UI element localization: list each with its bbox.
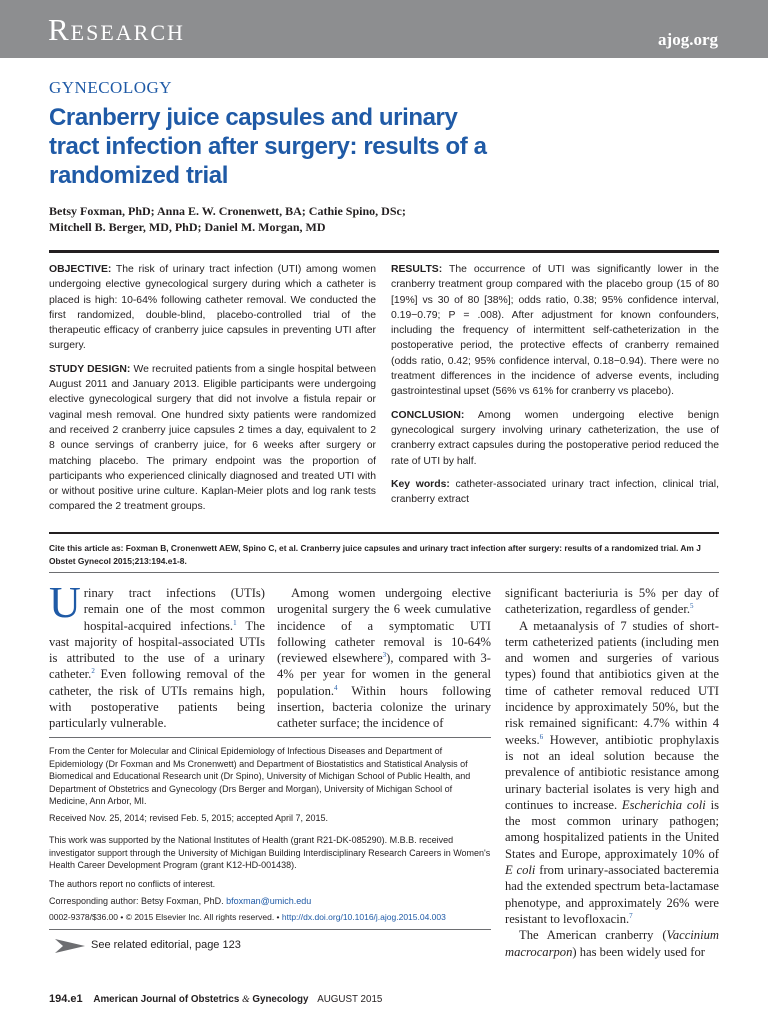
body-column-3	[505, 585, 719, 960]
body-paragraph	[505, 927, 719, 960]
keywords-text: catheter-associated urinary tract infection, clinical trial, cranberry extract	[391, 478, 720, 506]
abstract-objective	[49, 262, 376, 354]
arrow-right-icon	[55, 939, 85, 953]
species-name: E coli	[505, 863, 536, 878]
reference-link[interactable]: 2	[91, 667, 95, 676]
article-title: Cranberry juice capsules and urinary tract infection after surgery: results of a randomized trial	[49, 104, 487, 189]
body-text: Among women undergoing elective urogenital surgery the 6 week cumulative incidence of a symptomatic UTI following catheter removal is 10-64% (reviewed elsewhere	[277, 586, 491, 666]
corresponding-label: Corresponding author: Betsy Foxman, PhD.	[49, 896, 227, 906]
abstract-top-rule	[49, 250, 719, 253]
conclusion-text: Among women undergoing elective benign gynecological surgery involving urinary catheterization, the use of cranberry extract capsules during the postoperative period reduced the rate of UTI by half.	[391, 409, 719, 467]
reference-link[interactable]: 1	[233, 618, 237, 627]
received-note: Received Nov. 25, 2014; revised Feb. 5, 2015; accepted April 7, 2015.	[49, 813, 329, 823]
body-column-2	[277, 585, 491, 732]
body-text: Even following removal of the catheter, the risk of UTIs remains high, with postoperative patients being particularly vulnerable.	[49, 667, 265, 731]
body-text: from urinary-associated bacteremia had the extended spectrum beta-lactamase phenotype, and approximately 26% were resistant to levofloxacin.	[505, 863, 719, 926]
footnote-rule	[49, 737, 491, 738]
study-design-label: STUDY DESIGN:	[49, 363, 131, 375]
reference-link[interactable]: 6	[539, 732, 544, 741]
site-link[interactable]: ajog.org	[658, 30, 718, 49]
journal-name-part: Gynecology	[249, 994, 309, 1005]
results-label: RESULTS:	[391, 264, 443, 275]
header-band	[0, 0, 768, 58]
affiliation-note: From the Center for Molecular and Clinical Epidemiology of Infectious Diseases and Department of Epidemiology (Dr Foxman and Ms Cronenwett) and Department of Biostatistics and Statistical Analysis of Biomedical and Educational Research unit (Dr Spino), University of Michigan School of Public Health, and Department of Obstetrics and Gynecology (Drs Berger and Morgan), University of Michigan School of Medicine, Ann Arbor, MI.	[49, 746, 471, 806]
corresponding-note	[49, 895, 491, 908]
results-text: The occurrence of UTI was significantly lower in the cranberry treatment group compared with the placebo group (15 of 80 [19%] vs 30 of 80 [38%]; odds ratio, 0.38; 95% confidence interval, 0.19−0.79; P = .008). After adjustment for known confounders, including the frequency of intermittent self-catheterization in the postoperative period, the protective effects of cranberry remained (odds ratio, 0.42; 95% confidence interval, 0.18−0.94). There were no treatment differences in the incidence of adverse events, including gastrointestinal upset (56% vs 61% for cranberry vs placebo).	[391, 264, 720, 398]
species-name: Escherichia coli	[621, 797, 706, 812]
body-text: is the most common urinary pathogen; among hospitalized patients in the United States and Europe, approximately 10% of	[505, 797, 719, 861]
copyright-text: 0002-9378/$36.00 • © 2015 Elsevier Inc. All rights reserved. •	[49, 912, 282, 922]
body-text: rinary tract infections (UTIs) remain one of the most common hospital-acquired infections.	[83, 586, 265, 633]
abstract-results	[391, 262, 719, 400]
abstract-keywords	[391, 477, 719, 508]
abstract-study-design	[49, 362, 376, 515]
editorial-rule	[49, 929, 491, 930]
journal-ampersand: &	[242, 994, 250, 1005]
reference-link[interactable]: 7	[629, 911, 633, 920]
section-label: GYNECOLOGY	[49, 78, 173, 97]
body-text: The American cranberry (	[519, 928, 667, 943]
body-paragraph	[505, 618, 719, 928]
copyright-note	[49, 911, 491, 924]
species-name: Vaccinium macrocarpon	[505, 928, 719, 959]
body-text: A metaanalysis of 7 studies of short-term catheterized patients (including men and women and surgeries of various types) found that antibiotics given at the time of catheter removal reduced UTI incidence by approximately 50%, but the risk remained significant: 4.7% within 4 weeks.	[505, 618, 719, 747]
keywords-label: Key words:	[391, 478, 450, 490]
body-paragraph	[505, 585, 719, 618]
section-band-title: Research	[48, 12, 185, 47]
abstract-conclusion	[391, 408, 719, 469]
conflicts-note: The authors report no conflicts of interest.	[49, 879, 216, 889]
support-note: This work was supported by the National Institutes of Health (grant R21-DK-085290). M.B.B. received investigator support through the University of Michigan Building Interdisciplinary Research Careers in Women's Health Career Development Program (grant K12-HD-001438).	[49, 835, 491, 870]
body-text: significant bacteriuria is 5% per day of catheterization, regardless of gender.	[505, 586, 719, 617]
citation-rule	[49, 572, 719, 573]
journal-name-part: American Journal of Obstetrics	[93, 994, 243, 1005]
reference-link[interactable]: 4	[334, 683, 338, 692]
body-paragraph	[277, 585, 491, 732]
body-column-1	[49, 578, 265, 732]
author-list	[49, 203, 469, 235]
journal-name	[93, 994, 308, 1005]
reference-link[interactable]: 5	[689, 602, 694, 611]
abstract-right-column	[391, 262, 719, 515]
objective-label: OBJECTIVE:	[49, 264, 112, 275]
corresponding-email-link[interactable]: bfoxman@umich.edu	[226, 896, 312, 906]
authors-line-2: Mitchell B. Berger, MD, PhD; Daniel M. Morgan, MD	[49, 220, 326, 234]
related-editorial[interactable]	[49, 937, 349, 955]
objective-text: The risk of urinary tract infection (UTI) among women undergoing elective gynecological surgery during which a catheter is placed is high: 10-64% following catheter removal. We conducted the first randomized, double-blind, placebo-controlled trial of the therapeutic efficacy of cranberry juice capsules in preventing UTI after surgery.	[49, 264, 377, 352]
body-text: However, antibiotic prophylaxis is not an ideal solution because the prevalence of antibiotic resistance among urinary bacterial isolates is very high and continues to increase.	[505, 732, 719, 812]
body-text: ) has been widely used for	[572, 944, 705, 959]
doi-link[interactable]: http://dx.doi.org/10.1016/j.ajog.2015.04.003	[281, 912, 446, 922]
page-footer	[49, 993, 382, 1006]
abstract-left-column	[49, 262, 376, 523]
body-text: ), compared with 3-4% per year for women in the general population.	[277, 651, 491, 698]
related-editorial-label: See related editorial, page 123	[91, 939, 241, 951]
drop-cap: U	[49, 578, 81, 627]
intro-paragraph	[49, 578, 265, 732]
body-text: Within hours following insertion, bacteria colonize the urinary catheter surface; the incidence of	[277, 683, 491, 731]
abstract-bottom-rule	[49, 532, 719, 534]
conclusion-label: CONCLUSION:	[391, 409, 465, 421]
reference-link[interactable]: 3	[382, 651, 387, 659]
authors-line-1: Betsy Foxman, PhD; Anna E. W. Cronenwett, BA; Cathie Spino, DSc;	[49, 204, 406, 218]
page-number: 194.e1	[49, 993, 83, 1005]
citation-line: Cite this article as: Foxman B, Cronenwett AEW, Spino C, et al. Cranberry juice capsules and urinary tract infection after surgery: results of a randomized trial. Am J Obstet Gynecol 2015;213:194.e1-8.	[49, 543, 701, 566]
body-text: The vast majority of hospital-associated UTIs is attributed to the use of a urinary catheter.	[49, 618, 265, 682]
study-design-text: We recruited patients from a single hospital between August 2011 and January 2013. Eligible participants were undergoing elective gynecological surgery that did not involve a fistula repair or vaginal mesh removal. One hundred sixty patients were randomized and received 2 cranberry juice capsules 2 times a day, equivalent to 2 8 ounce servings of cranberry juice, for 6 weeks after surgery or matching placebo. The primary endpoint was the proportion of participants who experienced clinically diagnosed and treated UTI with or without positive urine culture. Kaplan-Meier plots and log rank tests compared the 2 treatment groups.	[49, 363, 377, 513]
issue-date: AUGUST 2015	[317, 994, 383, 1005]
